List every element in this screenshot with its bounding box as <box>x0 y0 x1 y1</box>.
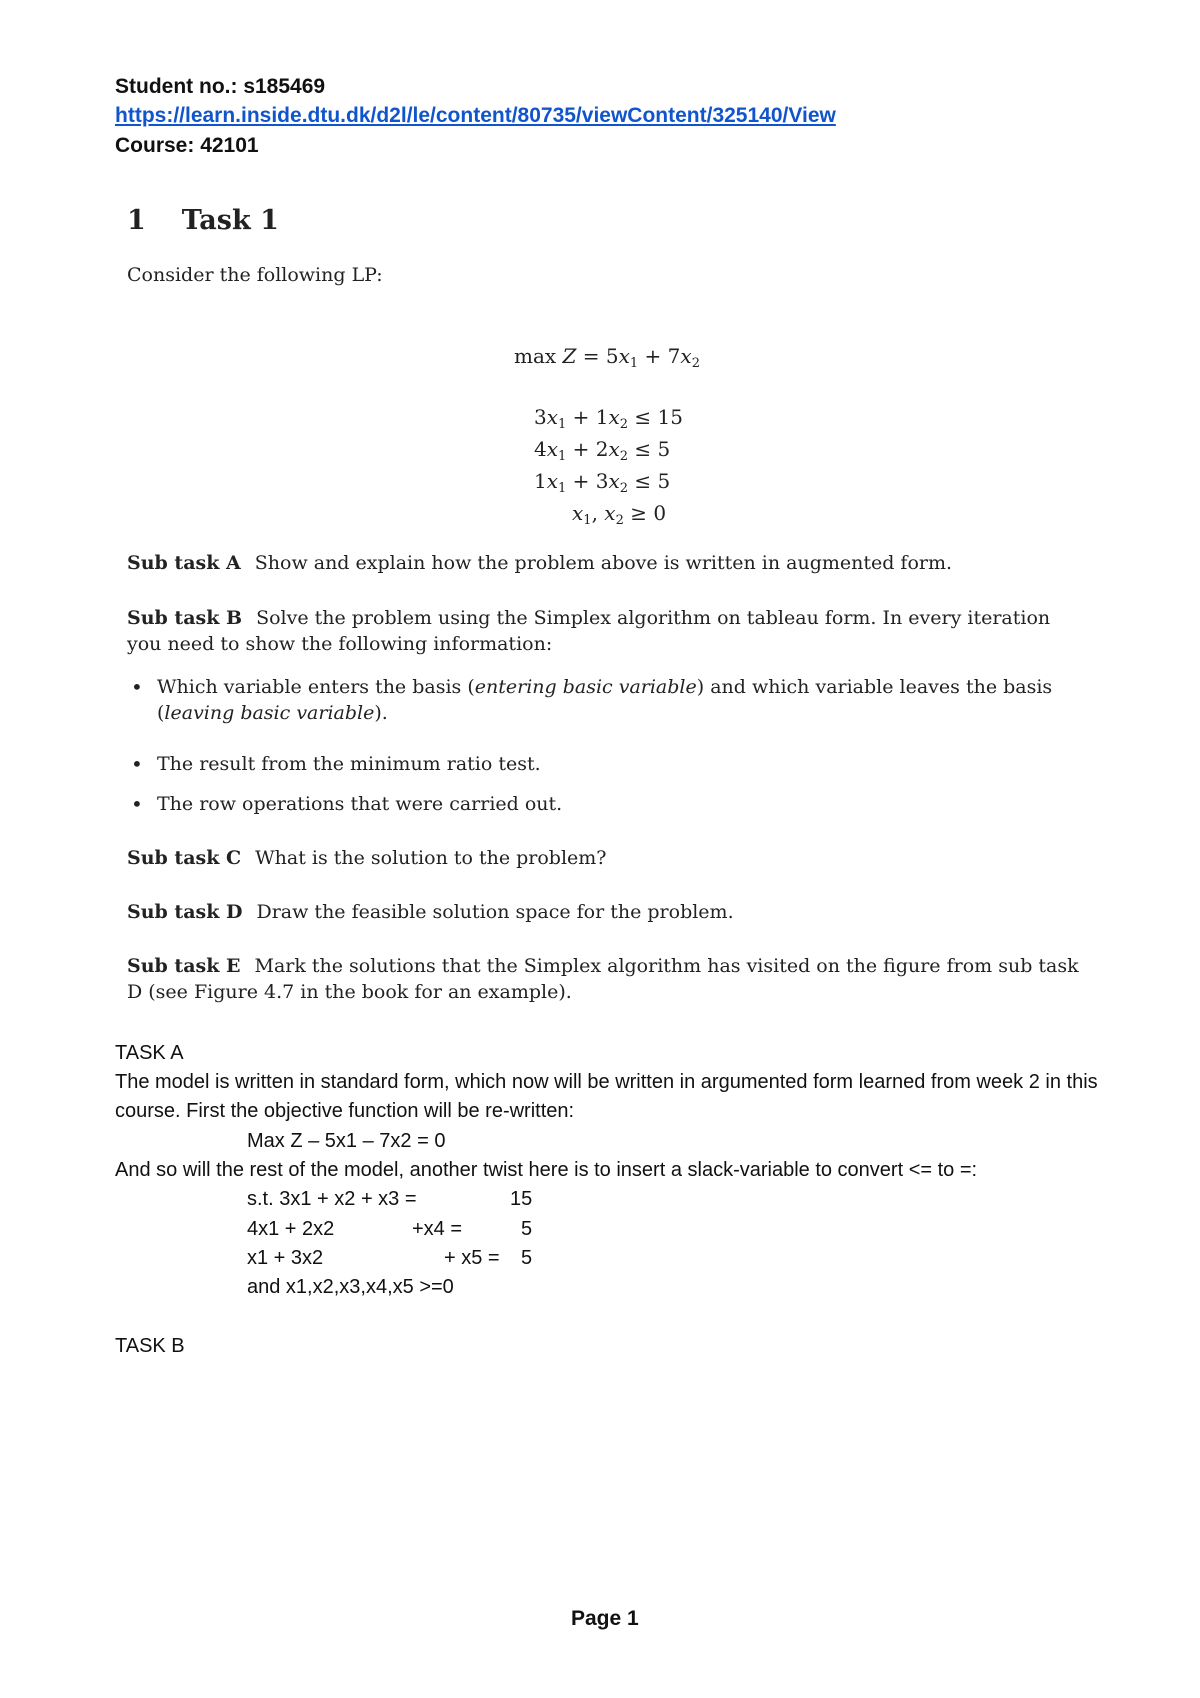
bullet-1-text-e: ). <box>374 702 388 724</box>
augmented-row-2-slack: +x4 = <box>412 1218 463 1240</box>
bullet-1-leaving: leaving basic variable <box>164 702 375 724</box>
course-url-line <box>115 101 836 130</box>
subtask-a-text: Show and explain how the problem above is written in augmented form. <box>254 552 953 574</box>
augmented-nonnegativity: and x1,x2,x3,x4,x5 >=0 <box>247 1276 454 1298</box>
subtask-c <box>127 845 1082 871</box>
lp-constraint-2: $4x_1 + 2x_2 \le 5$ <box>534 437 671 464</box>
subtask-a <box>127 550 1082 576</box>
page-number: Page 1 <box>571 1607 639 1630</box>
subtask-c-label: Sub task C <box>127 847 242 869</box>
augmented-row-1-lhs: s.t. 3x1 + x2 + x3 = <box>247 1188 417 1210</box>
task-title: Task 1 <box>181 205 279 236</box>
augmented-row-3-rhs: 5 <box>521 1247 533 1269</box>
subtask-e-label: Sub task E <box>127 955 241 977</box>
course-line <box>115 131 259 160</box>
subtask-b <box>127 605 1082 657</box>
subtask-e <box>127 953 1082 1005</box>
augmented-row-3-lhs: x1 + 3x2 <box>247 1247 324 1269</box>
course-label: Course: <box>115 134 201 157</box>
subtask-b-text: Solve the problem using the Simplex algorithm on tableau form. In every iteration you need to show the following information: <box>127 607 1051 655</box>
task-b-heading: TASK B <box>115 1335 185 1357</box>
augmented-row-1-rhs: 15 <box>510 1188 533 1210</box>
bullet-3-text: The row operations that were carried out. <box>157 793 563 815</box>
subtask-d-text: Draw the feasible solution space for the problem. <box>256 901 734 923</box>
augmented-row-2-lhs: 4x1 + 2x2 <box>247 1218 335 1240</box>
subtask-b-label: Sub task B <box>127 607 243 629</box>
subtask-e-text: Mark the solutions that the Simplex algorithm has visited on the figure from sub task D (see Figure 4.7 in the book for an example). <box>127 955 1079 1003</box>
subtask-a-label: Sub task A <box>127 552 241 574</box>
augmented-objective: Max Z – 5x1 – 7x2 = 0 <box>247 1130 446 1152</box>
lp-constraint-3: $1x_1 + 3x_2 \le 5$ <box>534 469 671 496</box>
task-number: 1 <box>127 205 146 236</box>
subtask-d-label: Sub task D <box>127 901 243 923</box>
lp-constraint-1: $3x_1 + 1x_2 \le 15$ <box>534 405 683 432</box>
task-heading <box>127 205 279 236</box>
task-a-paragraph-2: And so will the rest of the model, another twist here is to insert a slack-variable to convert <= to =: <box>115 1159 978 1181</box>
course-url-link[interactable]: https://learn.inside.dtu.dk/d2l/le/content/80735/viewContent/325140/View <box>115 104 836 127</box>
bullet-1-text-c: ) and which variable leaves the basis ( <box>157 676 1053 724</box>
subtask-d <box>127 899 1082 925</box>
subtask-b-bullet-3 <box>157 791 1082 817</box>
subtask-c-text: What is the solution to the problem? <box>255 847 607 869</box>
lp-nonnegativity: $x_1$, $x_2 \ge 0$ <box>572 501 667 528</box>
lp-objective: $\max Z = 5x_1 + 7x_2$ <box>514 344 700 371</box>
student-label: Student no.: <box>115 75 244 98</box>
student-number: s185469 <box>243 75 326 98</box>
task-a-paragraph-1: The model is written in standard form, which now will be written in argumented form learned from week 2 in this course. First the objective function will be re-written: <box>115 1071 1098 1122</box>
subtask-b-bullet-1 <box>157 674 1082 726</box>
course-number: 42101 <box>200 134 259 157</box>
bullet-1-text-a: Which variable enters the basis ( <box>157 676 475 698</box>
augmented-row-3-slack: + x5 = <box>444 1247 500 1269</box>
student-number-line <box>115 72 325 101</box>
task-intro: Consider the following LP: <box>127 264 383 286</box>
augmented-row-2-rhs: 5 <box>521 1218 533 1240</box>
bullet-1-entering: entering basic variable <box>474 676 697 698</box>
subtask-b-bullet-2 <box>157 751 1082 777</box>
bullet-2-text: The result from the minimum ratio test. <box>157 753 541 775</box>
task-a-heading: TASK A <box>115 1042 184 1064</box>
